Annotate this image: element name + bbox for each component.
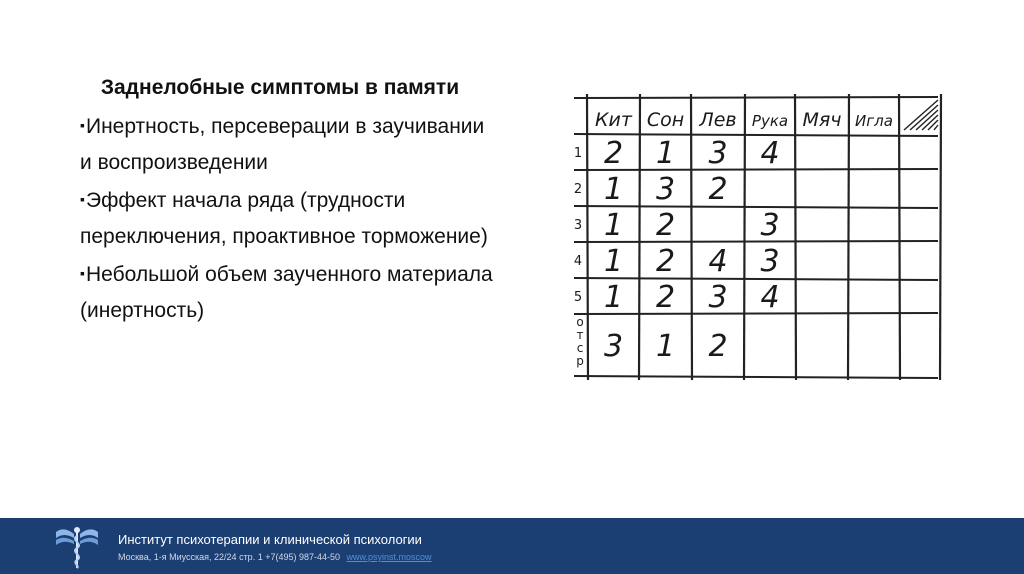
table-cell-value: 2 xyxy=(655,244,676,279)
table-hatch-line xyxy=(916,110,938,130)
table-column-line xyxy=(639,94,640,380)
bullet-text: Эффект начала ряда (трудности переключения, проактивное торможение) xyxy=(80,189,488,248)
table-cell-value: 1 xyxy=(655,329,676,364)
footer-organization: Институт психотерапии и клинической психологии xyxy=(118,532,422,547)
table-hatch-line xyxy=(934,125,938,130)
table-column-header: Рука xyxy=(751,112,789,130)
table-hatch-line xyxy=(910,105,938,130)
table-cell-value: 1 xyxy=(603,208,624,243)
table-row-label: 1 xyxy=(573,146,583,161)
bullet-item xyxy=(80,107,500,181)
table-column-line xyxy=(587,94,588,380)
table-row-label: о xyxy=(576,315,584,329)
table-cell-value: 3 xyxy=(760,244,780,279)
footer-address: Москва, 1-я Миусская, 22/24 стр. 1 +7(495) 987-44-50 xyxy=(118,552,341,562)
bullet-item xyxy=(80,181,500,255)
footer-address-line xyxy=(118,552,432,562)
table-cell-value: 3 xyxy=(708,280,728,315)
bullet-item xyxy=(80,255,500,329)
bullet-text: Небольшой объем заученного материала (инертность) xyxy=(80,263,493,322)
table-cell-value: 4 xyxy=(760,136,780,171)
table-row-label: 4 xyxy=(573,254,583,269)
table-row-label: р xyxy=(576,354,584,368)
table-cell-value: 3 xyxy=(655,172,676,207)
table-row-line xyxy=(574,278,938,280)
table-row-line xyxy=(574,376,938,378)
table-cell-value: 3 xyxy=(760,208,780,243)
table-cell-value: 2 xyxy=(655,280,676,315)
table-row-label: 2 xyxy=(573,182,583,197)
table-cell-value: 1 xyxy=(655,136,676,171)
table-column-line xyxy=(940,94,941,380)
table-row-label: с xyxy=(576,341,584,355)
table-cell-value: 2 xyxy=(655,208,676,243)
footer xyxy=(0,518,1024,574)
table-cell-value: 3 xyxy=(603,329,624,364)
table-row-line xyxy=(574,97,938,98)
table-cell-value: 2 xyxy=(708,329,728,364)
table-column-header: Игла xyxy=(855,112,893,130)
table-cell-value: 2 xyxy=(603,136,624,171)
institute-logo-icon xyxy=(52,522,102,572)
table-row-label: 3 xyxy=(573,218,583,233)
table-column-line xyxy=(744,94,745,380)
bullet-text: Инертность, персеверации в заучивании и воспроизведении xyxy=(80,115,485,174)
table-cell-value: 1 xyxy=(603,280,624,315)
table-row-line xyxy=(574,313,938,314)
bullet-icon: ▪ xyxy=(80,117,85,133)
table-cell-value: 4 xyxy=(708,244,728,279)
table-column-line xyxy=(848,94,849,380)
handwritten-table-image xyxy=(566,88,946,388)
table-row-line xyxy=(574,206,938,208)
slide-title: Заднелобные симптомы в памяти xyxy=(100,76,460,99)
table-row-label: т xyxy=(576,328,584,342)
table-row-label: 5 xyxy=(573,290,583,305)
table-column-header: Лев xyxy=(699,109,737,131)
bullet-icon: ▪ xyxy=(80,191,85,207)
handwritten-table xyxy=(566,88,946,388)
table-column-header: Мяч xyxy=(802,109,842,131)
bullet-icon: ▪ xyxy=(80,265,85,281)
table-cell-value: 3 xyxy=(708,136,728,171)
table-cell-value: 1 xyxy=(603,244,624,279)
table-row-line xyxy=(574,134,938,136)
bullet-list xyxy=(80,107,500,329)
table-cell-value: 1 xyxy=(603,172,624,207)
footer-website-link[interactable]: www.psyinst.moscow xyxy=(346,552,432,562)
table-column-line xyxy=(795,94,796,380)
slide-text xyxy=(80,72,500,329)
table-column-line xyxy=(899,94,900,380)
table-cell-value: 4 xyxy=(760,280,780,315)
table-hatch-line xyxy=(928,120,938,130)
table-column-line xyxy=(691,94,692,380)
table-row-line xyxy=(574,169,938,170)
table-row-line xyxy=(574,241,938,242)
table-column-header: Кит xyxy=(595,109,632,131)
table-cell-value: 2 xyxy=(708,172,728,207)
table-column-header: Сон xyxy=(646,109,685,131)
